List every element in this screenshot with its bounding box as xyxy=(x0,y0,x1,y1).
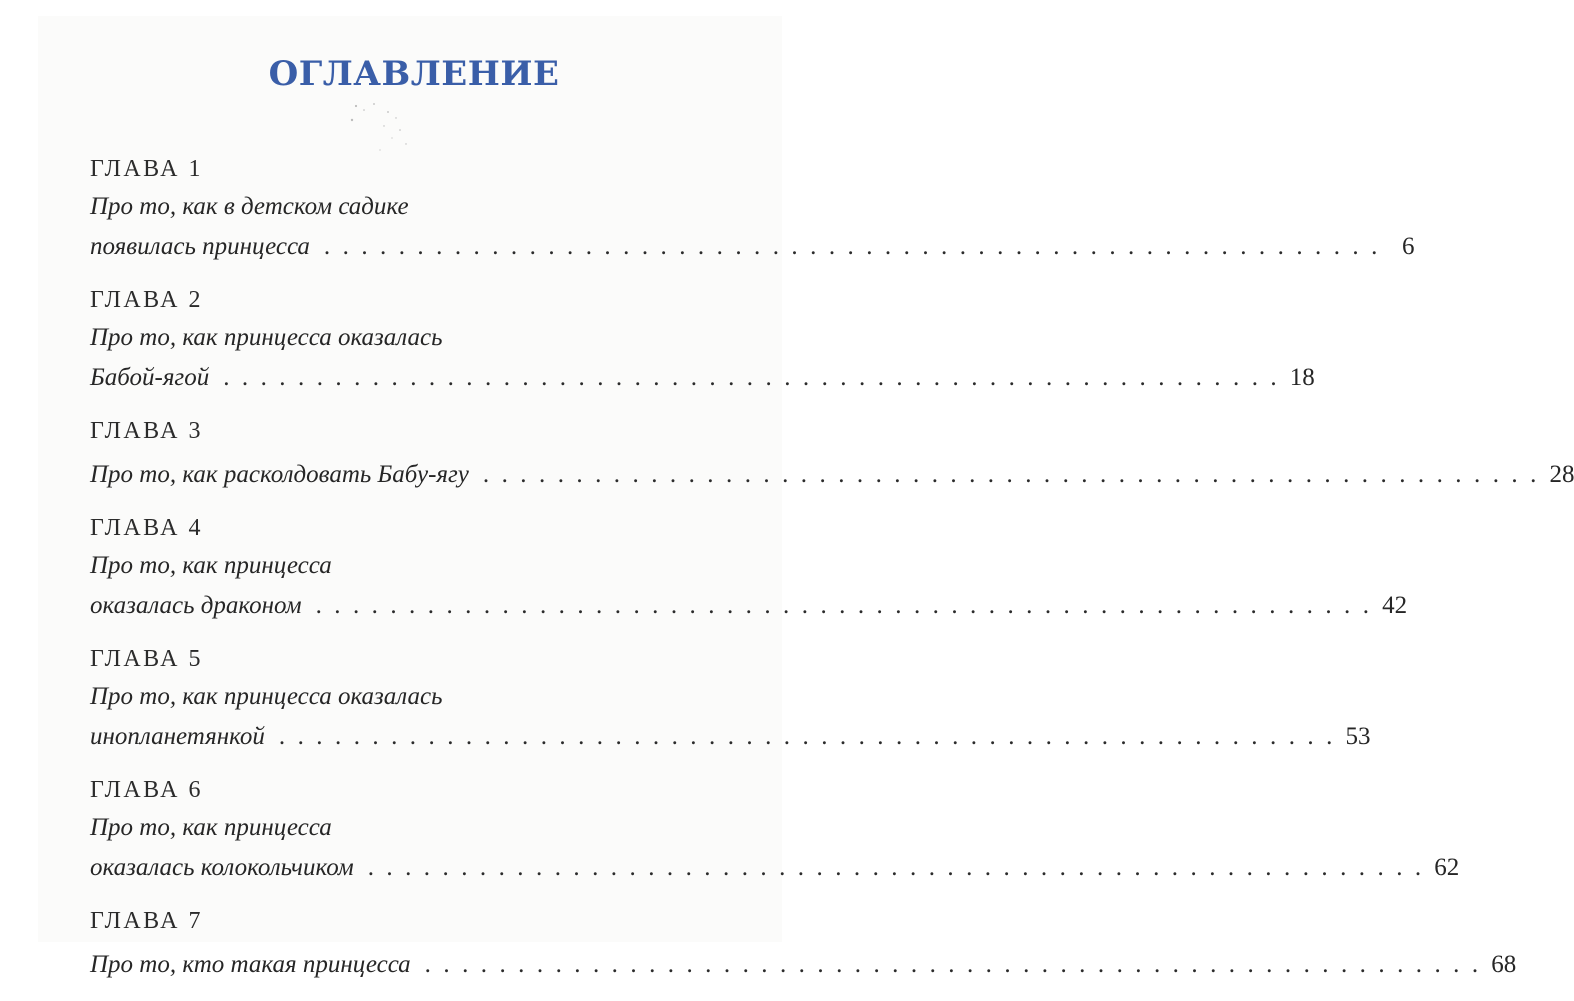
chapter-title-leader-row xyxy=(90,848,1460,888)
toc-entry-chapter-4[interactable] xyxy=(90,511,1408,626)
chapter-title-leader-row xyxy=(90,227,1415,267)
chapter-title-line: инопланетянкой xyxy=(90,723,265,750)
page-number: 6 xyxy=(1401,233,1415,260)
chapter-title-line: Про то, как расколдовать Бабу-ягу xyxy=(90,461,469,488)
dot-leader: . . . . . . . . . . . . . . . . . . . . . . . . . . . . . . . . . . . . . . . . . . . . . . . . . . . . . . . . . xyxy=(315,592,1373,619)
ornament-speckle-icon xyxy=(336,100,426,160)
chapter-title-leader-row xyxy=(90,455,1574,495)
table-of-contents xyxy=(90,152,1574,1001)
page-number: 42 xyxy=(1382,592,1408,619)
page-number: 28 xyxy=(1549,461,1574,488)
dot-leader: . . . . . . . . . . . . . . . . . . . . . . . . . . . . . . . . . . . . . . . . . . . . . . . . . . . . . . . . . xyxy=(323,233,1381,260)
chapter-title-line: Про то, кто такая принцесса xyxy=(90,951,411,978)
chapter-label: ГЛАВА 2 xyxy=(90,287,204,313)
toc-entry-chapter-1[interactable] xyxy=(90,152,1415,267)
chapter-title-line: появилась принцесса xyxy=(90,233,310,260)
toc-entry-chapter-7[interactable] xyxy=(90,904,1517,985)
toc-entry-chapter-5[interactable] xyxy=(90,642,1371,757)
chapter-title-line: Про то, как принцесса оказалась xyxy=(90,683,443,710)
chapter-title-line: оказалась драконом xyxy=(90,592,302,619)
chapter-title-line: Про то, как принцесса оказалась xyxy=(90,324,443,351)
chapter-title-leader-row xyxy=(90,945,1517,985)
page-number: 62 xyxy=(1434,854,1460,881)
dot-leader: . . . . . . . . . . . . . . . . . . . . . . . . . . . . . . . . . . . . . . . . . . . . . . . . . . . . . . . . . xyxy=(482,461,1540,488)
chapter-label: ГЛАВА 5 xyxy=(90,646,204,672)
chapter-title-line: оказалась колокольчиком xyxy=(90,854,354,881)
chapter-label: ГЛАВА 3 xyxy=(90,418,204,444)
chapter-title-line: Про то, как принцесса xyxy=(90,814,332,841)
chapter-title-leader-row xyxy=(90,358,1315,398)
dot-leader: . . . . . . . . . . . . . . . . . . . . . . . . . . . . . . . . . . . . . . . . . . . . . . . . . . . . . . . . . xyxy=(278,723,1336,750)
chapter-title-line: Бабой-ягой xyxy=(90,364,210,391)
toc-entry-chapter-3[interactable] xyxy=(90,414,1574,495)
chapter-title-line: Про то, как в детском садике xyxy=(90,193,409,220)
chapter-title-line: Про то, как принцесса xyxy=(90,552,332,579)
page-title: ОГЛАВЛЕНИЕ xyxy=(268,54,560,94)
chapter-label: ГЛАВА 7 xyxy=(90,908,204,934)
page-number: 53 xyxy=(1345,723,1371,750)
toc-entry-chapter-2[interactable] xyxy=(90,283,1315,398)
chapter-label: ГЛАВА 1 xyxy=(90,156,204,182)
dot-leader: . . . . . . . . . . . . . . . . . . . . . . . . . . . . . . . . . . . . . . . . . . . . . . . . . . . . . . . . . xyxy=(367,854,1425,881)
chapter-label: ГЛАВА 6 xyxy=(90,777,204,803)
page-number: 18 xyxy=(1289,364,1315,391)
chapter-label: ГЛАВА 4 xyxy=(90,515,204,541)
chapter-title-leader-row xyxy=(90,717,1371,757)
dot-leader: . . . . . . . . . . . . . . . . . . . . . . . . . . . . . . . . . . . . . . . . . . . . . . . . . . . . . . . . . xyxy=(424,951,1482,978)
chapter-title-leader-row xyxy=(90,586,1408,626)
page-number: 68 xyxy=(1491,951,1517,978)
dot-leader: . . . . . . . . . . . . . . . . . . . . . . . . . . . . . . . . . . . . . . . . . . . . . . . . . . . . . . . . . xyxy=(223,364,1280,391)
toc-entry-chapter-6[interactable] xyxy=(90,773,1460,888)
